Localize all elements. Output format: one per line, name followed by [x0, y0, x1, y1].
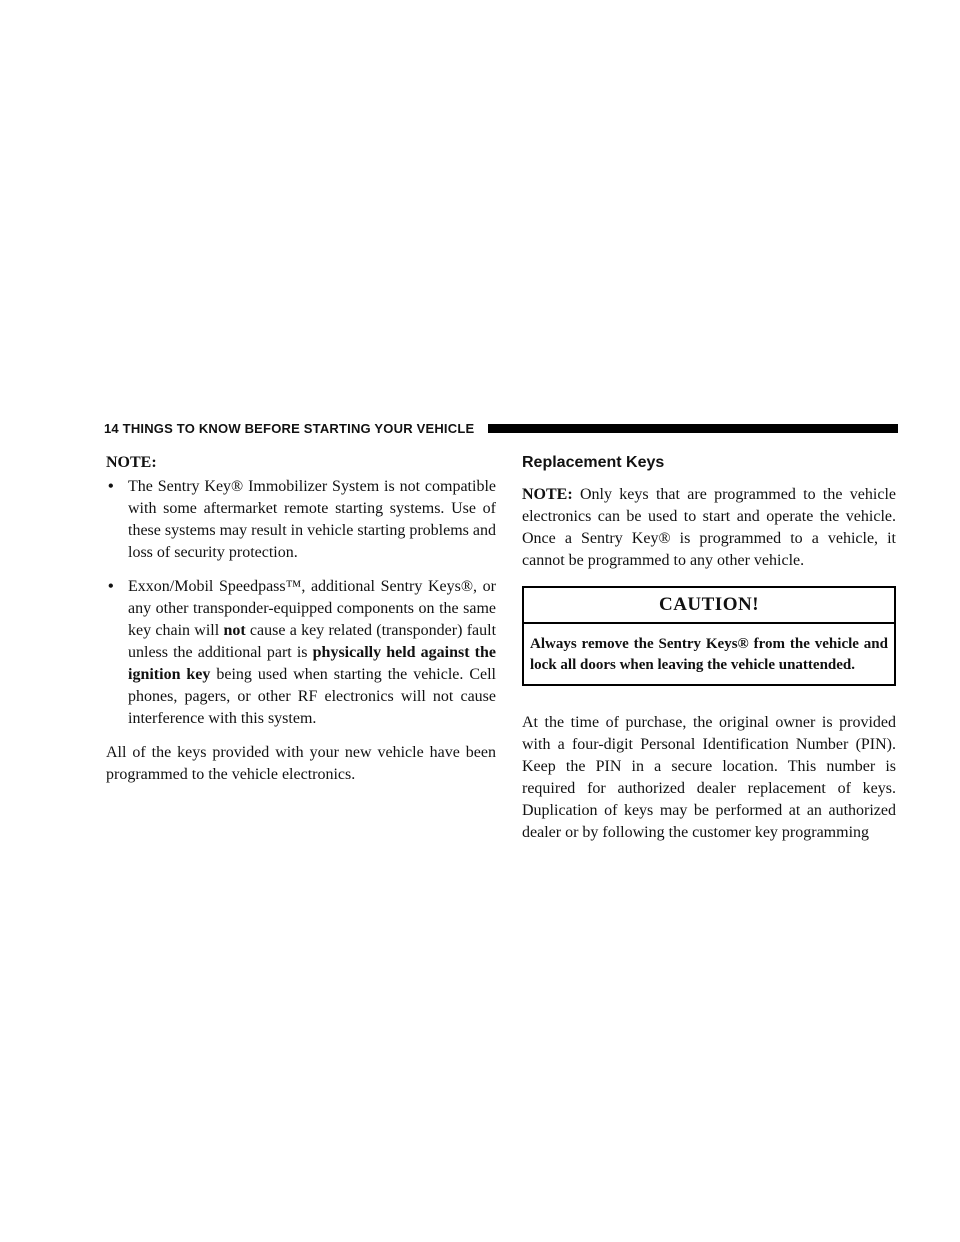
section-title-replacement-keys: Replacement Keys — [522, 454, 665, 471]
bullet-icon: • — [108, 478, 114, 495]
note-text: Only keys that are programmed to the vehicle electronics can be used to start and operate the vehicle. Once a Sentry Key® is programmed to a vehicle, it cannot be programmed to any other vehicle. — [522, 486, 896, 569]
page-header-text: 14 THINGS TO KNOW BEFORE STARTING YOUR VEHICLE — [104, 421, 475, 436]
header-rule-bar — [488, 424, 898, 433]
caution-box — [522, 586, 896, 686]
caution-text: Always remove the Sentry Keys® from the vehicle and lock all doors when leaving the vehicle unattended. — [530, 636, 888, 673]
bullet-text-emphasis: physically held against the ignition key — [128, 644, 497, 683]
bullet-text-part: cause a key related (transponder) fault unless the additional part is — [128, 622, 497, 661]
bullet-item-speedpass — [106, 576, 496, 730]
bullet-icon: • — [108, 578, 114, 595]
left-column — [106, 452, 496, 786]
note-label: NOTE: — [106, 454, 157, 471]
page-header — [104, 420, 898, 438]
bullet-text-part: being used when starting the vehicle. Cell phones, pagers, or other RF electronics will not cause interference with this system. — [128, 666, 496, 727]
keys-programmed-paragraph: All of the keys provided with your new vehicle have been programmed to the vehicle electronics. — [106, 744, 496, 783]
bullet-text-part: Exxon/Mobil Speedpass™, additional Sentry Keys®, or any other transponder-equipped components on the same key chain will — [128, 578, 496, 639]
pin-paragraph: At the time of purchase, the original owner is provided with a four-digit Personal Identification Number (PIN). Keep the PIN in a secure location. This number is required for authorized dealer replacement of keys. Duplication of keys may be performed at an authorized dealer or by following the customer key programming — [522, 714, 896, 841]
bullet-text: The Sentry Key® Immobilizer System is not compatible with some aftermarket remote starting systems. Use of these systems may result in vehicle starting problems and loss of security protection. — [128, 478, 496, 561]
note-label: NOTE: — [522, 486, 573, 503]
replacement-note — [522, 484, 896, 572]
bullet-item-immobilizer — [106, 476, 496, 564]
bullet-text-emphasis: not — [223, 622, 246, 639]
right-column — [522, 452, 896, 844]
caution-title: CAUTION! — [524, 588, 894, 624]
